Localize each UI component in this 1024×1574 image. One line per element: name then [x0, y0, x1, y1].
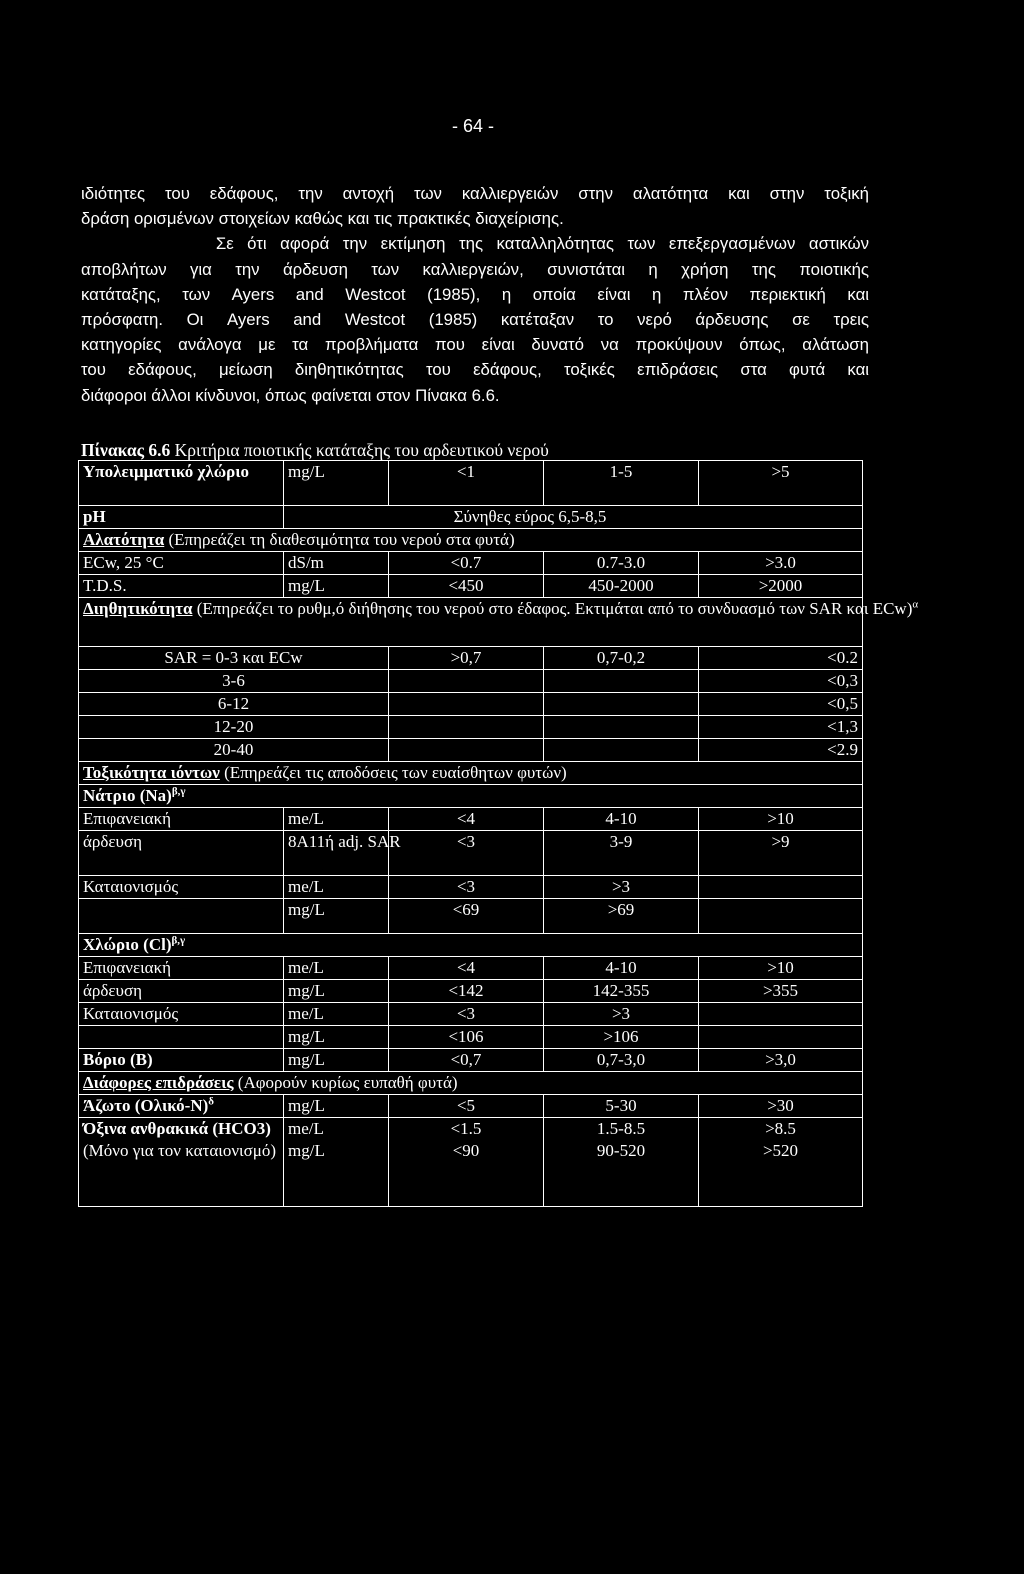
param-cell: άρδευση [79, 980, 284, 1003]
section-heading [79, 762, 863, 785]
value-cell [389, 739, 544, 762]
section-title: Αλατότητα [83, 530, 165, 549]
table-row [79, 876, 863, 899]
value-cell: >3,0 [699, 1049, 863, 1072]
value-cell [389, 1118, 544, 1207]
value-line: >8.5 [765, 1119, 796, 1138]
value-cell [544, 1118, 699, 1207]
table-row [79, 739, 863, 762]
param-cell: Επιφανειακή [79, 957, 284, 980]
unit-cell: mg/L [284, 980, 389, 1003]
value-cell: >0,7 [389, 647, 544, 670]
value-cell [699, 899, 863, 934]
value-cell: 0,7-3,0 [544, 1049, 699, 1072]
value-line: >520 [762, 1141, 799, 1160]
value-cell: >30 [699, 1095, 863, 1118]
unit-line: me/L [288, 1119, 324, 1138]
value-cell: <3 [389, 831, 544, 876]
unit-cell [284, 1118, 389, 1207]
value-cell: >9 [699, 831, 863, 876]
table-row [79, 1026, 863, 1049]
param-cell: άρδευση [79, 831, 284, 876]
unit-cell: mg/L [284, 461, 389, 506]
section-title: Διηθητικότητα [83, 599, 193, 618]
paragraph-line: πρόσφατη. Οι Ayers and Westcot (1985) κατέταξαν το νερό άρδευσης σε τρεις [81, 310, 869, 330]
unit-cell: me/L [284, 1003, 389, 1026]
unit-cell: dS/m [284, 552, 389, 575]
param-cell: pH [79, 506, 284, 529]
table-row [79, 716, 863, 739]
param-cell: Καταιονισμός [79, 876, 284, 899]
value-cell [389, 693, 544, 716]
value-cell [389, 716, 544, 739]
page-number: - 64 - [452, 116, 495, 136]
table-row [79, 957, 863, 980]
param-cell [79, 1118, 284, 1207]
value-cell: <0,3 [699, 670, 863, 693]
table-caption-label: Πίνακας 6.6 [81, 440, 171, 460]
sar-cell: 20-40 [79, 739, 389, 762]
value-cell: <4 [389, 957, 544, 980]
value-cell: <0,5 [699, 693, 863, 716]
subsection-title: Χλώριο (Cl) [83, 935, 172, 954]
sar-cell: 6-12 [79, 693, 389, 716]
unit-cell: mg/L [284, 1049, 389, 1072]
param-cell: Υπολειμματικό χλώριο [79, 461, 284, 506]
table-row [79, 693, 863, 716]
value-cell: 450-2000 [544, 575, 699, 598]
value-cell: 0.7-3.0 [544, 552, 699, 575]
table-row [79, 575, 863, 598]
value-cell: >3 [544, 1003, 699, 1026]
value-cell: >3 [544, 876, 699, 899]
sar-cell: 12-20 [79, 716, 389, 739]
value-cell [544, 716, 699, 739]
table-caption-text: Κριτήρια ποιοτικής κατάταξης του αρδευτικού νερού [170, 440, 549, 460]
param-cell: Καταιονισμός [79, 1003, 284, 1026]
value-line: 90-520 [596, 1141, 646, 1160]
value-cell [544, 693, 699, 716]
table-row [79, 506, 863, 529]
value-cell: <2.9 [699, 739, 863, 762]
table-row [79, 1003, 863, 1026]
value-cell [699, 1003, 863, 1026]
value-cell: <1,3 [699, 716, 863, 739]
value-cell: >69 [544, 899, 699, 934]
value-cell: <1 [389, 461, 544, 506]
paragraph-line: ιδιότητες του εδάφους, την αντοχή των καλλιεργειών στην αλατότητα και στην τοξική [81, 184, 869, 203]
section-title: Τοξικότητα ιόντων [83, 763, 220, 782]
unit-cell: me/L [284, 876, 389, 899]
section-note: (Επηρεάζει το ρυθμ,ό διήθησης του νερού στο έδαφος. Εκτιμάται από το συνδυασμό των SAR και ECw) [192, 599, 913, 618]
param-cell: Βόριο (Β) [79, 1049, 284, 1072]
value-cell: 4-10 [544, 808, 699, 831]
table-row [79, 899, 863, 934]
param-cell: T.D.S. [79, 575, 284, 598]
value-cell: >5 [699, 461, 863, 506]
table-row [79, 980, 863, 1003]
section-row [79, 762, 863, 785]
paragraph-line: διάφοροι άλλοι κίνδυνοι, όπως φαίνεται στον Πίνακα 6.6. [81, 385, 500, 405]
subsection-title: Νάτριο (Na) [83, 786, 172, 805]
value-cell: >10 [699, 957, 863, 980]
paragraph-line: κατάταξης, των Ayers and Westcot (1985), η οποία είναι η πλέον περιεκτική και [81, 284, 869, 304]
subsection-heading [79, 785, 863, 808]
value-cell: <3 [389, 876, 544, 899]
table-row [79, 647, 863, 670]
paragraph-line: του εδάφους, μείωση διηθητικότητας του εδάφους, τοξικές επιδράσεις στα φυτά και [81, 360, 869, 380]
value-cell: <4 [389, 808, 544, 831]
value-cell: 1-5 [544, 461, 699, 506]
section-note: (Αφορούν κυρίως ευπαθή φυτά) [233, 1073, 458, 1092]
value-line: <90 [452, 1141, 480, 1160]
section-heading [79, 529, 863, 552]
param-cell: ECw, 25 °C [79, 552, 284, 575]
table-row [79, 552, 863, 575]
section-row [79, 598, 863, 647]
section-note: (Επηρεάζει τις αποδόσεις των ευαίσθητων φυτών) [219, 763, 567, 782]
unit-cell: 8Α11ή adj. SAR [284, 831, 389, 876]
subsection-row [79, 785, 863, 808]
value-cell: <142 [389, 980, 544, 1003]
subsection-row [79, 934, 863, 957]
param-label: Όξινα ανθρακικά (HCO3) [83, 1119, 271, 1138]
paragraph-line: αποβλήτων για την άρδευση των καλλιεργειών, συνιστάται η χρήση της ποιοτικής [81, 259, 869, 279]
value-cell [389, 670, 544, 693]
unit-cell: me/L [284, 957, 389, 980]
value-cell: <5 [389, 1095, 544, 1118]
unit-cell: mg/L [284, 1095, 389, 1118]
table-row [79, 808, 863, 831]
value-cell: <0.7 [389, 552, 544, 575]
value-cell: <69 [389, 899, 544, 934]
value-cell [544, 670, 699, 693]
footnote-mark: δ [208, 1095, 215, 1108]
section-row [79, 1072, 863, 1095]
value-cell [699, 876, 863, 899]
table-row [79, 831, 863, 876]
param-cell [79, 1026, 284, 1049]
value-cell: >3.0 [699, 552, 863, 575]
value-line: 1.5-8.5 [596, 1119, 646, 1138]
paragraph-line: Σε ότι αφορά την εκτίμηση της καταλληλότητας των επεξεργασμένων αστικών [81, 234, 869, 254]
subsection-heading [79, 934, 863, 957]
table-row [79, 461, 863, 506]
value-cell: 5-30 [544, 1095, 699, 1118]
table-row [79, 670, 863, 693]
value-cell: 4-10 [544, 957, 699, 980]
value-cell: >106 [544, 1026, 699, 1049]
value-cell [544, 739, 699, 762]
value-cell: <3 [389, 1003, 544, 1026]
table-row [79, 1095, 863, 1118]
paragraph-line: κατηγορίες ανάλογα με τα προβλήματα που είναι δυνατό να προκύψουν όπως, αλάτωση [81, 335, 869, 355]
footnote-mark: β,γ [171, 934, 186, 947]
param-cell [79, 1095, 284, 1118]
unit-cell: mg/L [284, 1026, 389, 1049]
value-cell [699, 1026, 863, 1049]
value-cell: 3-9 [544, 831, 699, 876]
section-heading [79, 1072, 863, 1095]
table-caption [81, 440, 549, 461]
footnote-mark: α [912, 598, 919, 611]
value-cell: <106 [389, 1026, 544, 1049]
param-cell: Επιφανειακή [79, 808, 284, 831]
section-note: (Επηρεάζει τη διαθεσιμότητα του νερού στα φυτά) [164, 530, 515, 549]
value-cell: <0.2 [699, 647, 863, 670]
body-paragraph [81, 181, 869, 408]
value-cell: >355 [699, 980, 863, 1003]
unit-cell: me/L [284, 808, 389, 831]
criteria-table [78, 460, 919, 1207]
section-row [79, 529, 863, 552]
sar-cell: SAR = 0-3 και ECw [79, 647, 389, 670]
value-line: <1.5 [450, 1119, 482, 1138]
value-cell: 0,7-0,2 [544, 647, 699, 670]
value-cell: 142-355 [544, 980, 699, 1003]
section-title: Διάφορες επιδράσεις [83, 1073, 234, 1092]
paragraph-line: δράση ορισμένων στοιχείων καθώς και τις πρακτικές διαχείρισης. [81, 209, 564, 229]
param-label: Άζωτο (Ολικό-Ν) [83, 1096, 209, 1115]
value-cell: >10 [699, 808, 863, 831]
table-row [79, 1049, 863, 1072]
value-cell: <450 [389, 575, 544, 598]
value-cell [699, 1118, 863, 1207]
table-row [79, 1118, 863, 1207]
param-cell [79, 899, 284, 934]
param-note: (Μόνο για τον καταιονισμό) [83, 1141, 277, 1160]
footnote-mark: β,γ [171, 785, 186, 798]
value-cell: <0,7 [389, 1049, 544, 1072]
unit-cell: mg/L [284, 575, 389, 598]
section-heading [79, 598, 919, 647]
sar-cell: 3-6 [79, 670, 389, 693]
unit-cell: mg/L [284, 899, 389, 934]
value-cell: >2000 [699, 575, 863, 598]
range-cell: Σύνηθες εύρος 6,5-8,5 [284, 506, 863, 529]
unit-line: mg/L [288, 1141, 325, 1160]
